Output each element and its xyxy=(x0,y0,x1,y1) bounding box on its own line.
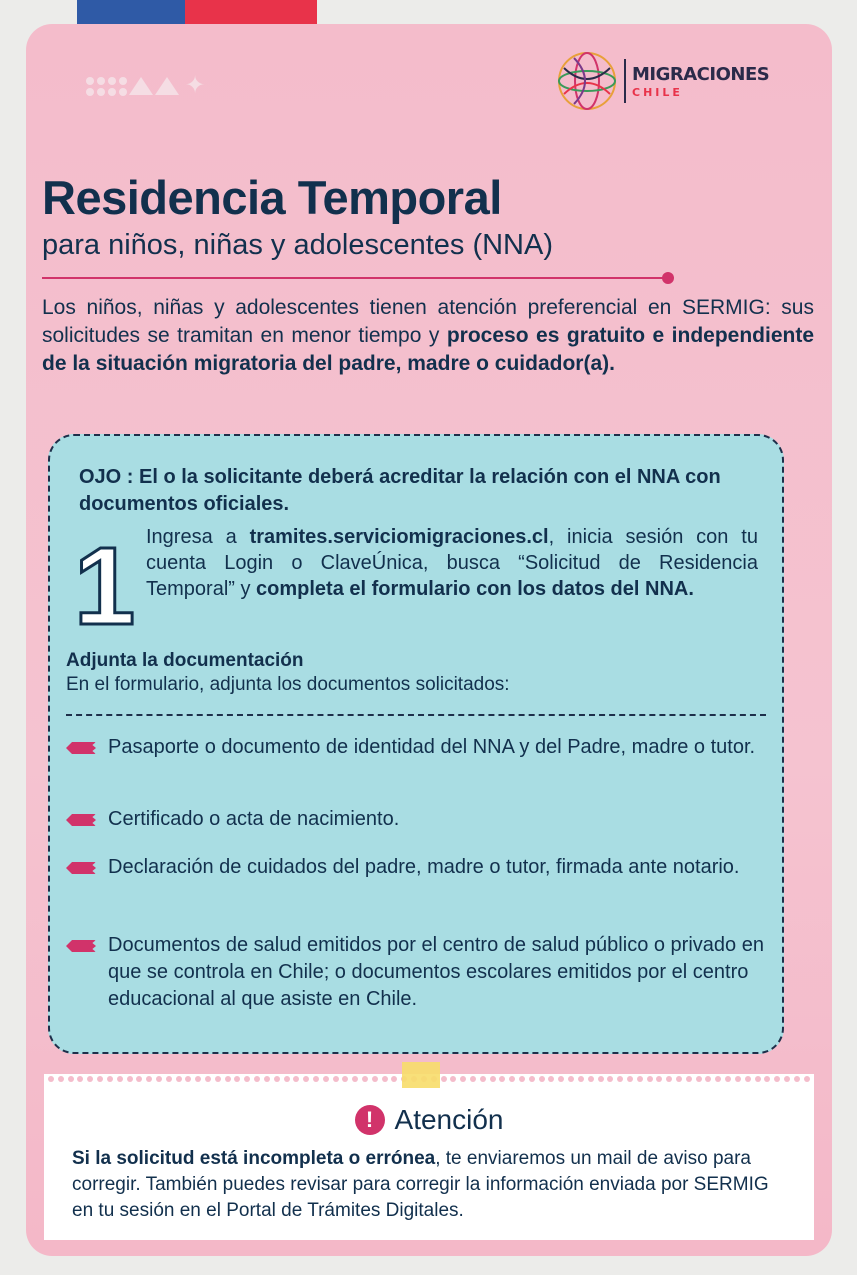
attention-text xyxy=(72,1146,792,1224)
logo-separator xyxy=(624,59,626,103)
list-item xyxy=(66,854,766,881)
step-text-3: completa el formulario con los datos del NNA. xyxy=(256,578,694,600)
documents-title: Adjunta la documentación xyxy=(66,650,304,671)
step-text-1: Ingresa a xyxy=(146,526,250,548)
step-link[interactable]: tramites.serviciomigraciones.cl xyxy=(249,526,549,548)
list-item xyxy=(66,734,766,761)
intro-bold: proceso es gratuito e independiente de la situación migratoria del padre, madre o cuidador(a). xyxy=(42,324,815,375)
arrow-bullet-icon xyxy=(66,940,96,952)
decorative-shapes xyxy=(86,74,205,98)
list-item-text: Declaración de cuidados del padre, madre o tutor, firmada ante notario. xyxy=(108,856,740,878)
logo-line1: MIGRACIONES xyxy=(632,63,770,85)
list-item-text: Documentos de salud emitidos por el centro de salud público o privado en que se controla en Chile; o documentos escolares emitidos por el centro educacional al que asiste en Chile. xyxy=(108,934,764,1010)
step-text xyxy=(146,524,758,602)
intro-text: Los niños, niñas y adolescentes tienen atención preferencial en SERMIG: sus solicitudes se tramitan en menor tiempo y xyxy=(42,296,814,347)
step-number: 1 xyxy=(74,525,136,648)
list-item xyxy=(66,932,766,1013)
migraciones-logo xyxy=(556,50,769,112)
page-title: Residencia Temporal xyxy=(42,171,502,224)
arrow-bullet-icon xyxy=(66,814,96,826)
tape-decoration xyxy=(402,1062,440,1088)
logo-line2: CHILE xyxy=(632,85,683,99)
dots-icon xyxy=(86,77,127,96)
sparkle-icon: ✦ xyxy=(185,72,206,99)
title-rule-dot xyxy=(662,272,674,284)
info-card xyxy=(26,24,832,1256)
list-item-text: Certificado o acta de nacimiento. xyxy=(108,808,400,830)
mountain-icon xyxy=(155,77,179,95)
exclamation-icon: ! xyxy=(355,1105,385,1135)
page-subtitle: para niños, niñas y adolescentes (NNA) xyxy=(42,229,553,261)
attention-bold: Si la solicitud está incompleta o errónea xyxy=(72,1148,436,1169)
globe-logo-icon xyxy=(556,50,618,112)
attention-body: , te enviaremos un mail de aviso para corregir. También puedes revisar para corregir la información enviada por SERMIG en tu sesión en el Portal de Trámites Digitales. xyxy=(72,1148,769,1221)
mountain-icon xyxy=(129,77,153,95)
logo-text xyxy=(632,64,769,99)
step-text-2: , inicia sesión con tu cuenta Login o ClaveÚnica, busca “Solicitud de Residencia Temporal” y xyxy=(146,526,758,600)
documents-subtitle: En el formulario, adjunta los documentos solicitados: xyxy=(66,674,510,695)
arrow-bullet-icon xyxy=(66,862,96,874)
list-item xyxy=(66,806,766,833)
attention-title: Atención xyxy=(394,1104,504,1135)
ojo-note: OJO : El o la solicitante deberá acreditar la relación con el NNA con documentos oficiales. xyxy=(79,466,721,515)
title-rule xyxy=(42,277,666,279)
list-item-text: Pasaporte o documento de identidad del NNA y del Padre, madre o tutor. xyxy=(108,736,756,758)
intro-paragraph xyxy=(42,294,814,378)
arrow-bullet-icon xyxy=(66,742,96,754)
attention-header xyxy=(26,1104,832,1136)
dashed-divider xyxy=(66,714,766,716)
